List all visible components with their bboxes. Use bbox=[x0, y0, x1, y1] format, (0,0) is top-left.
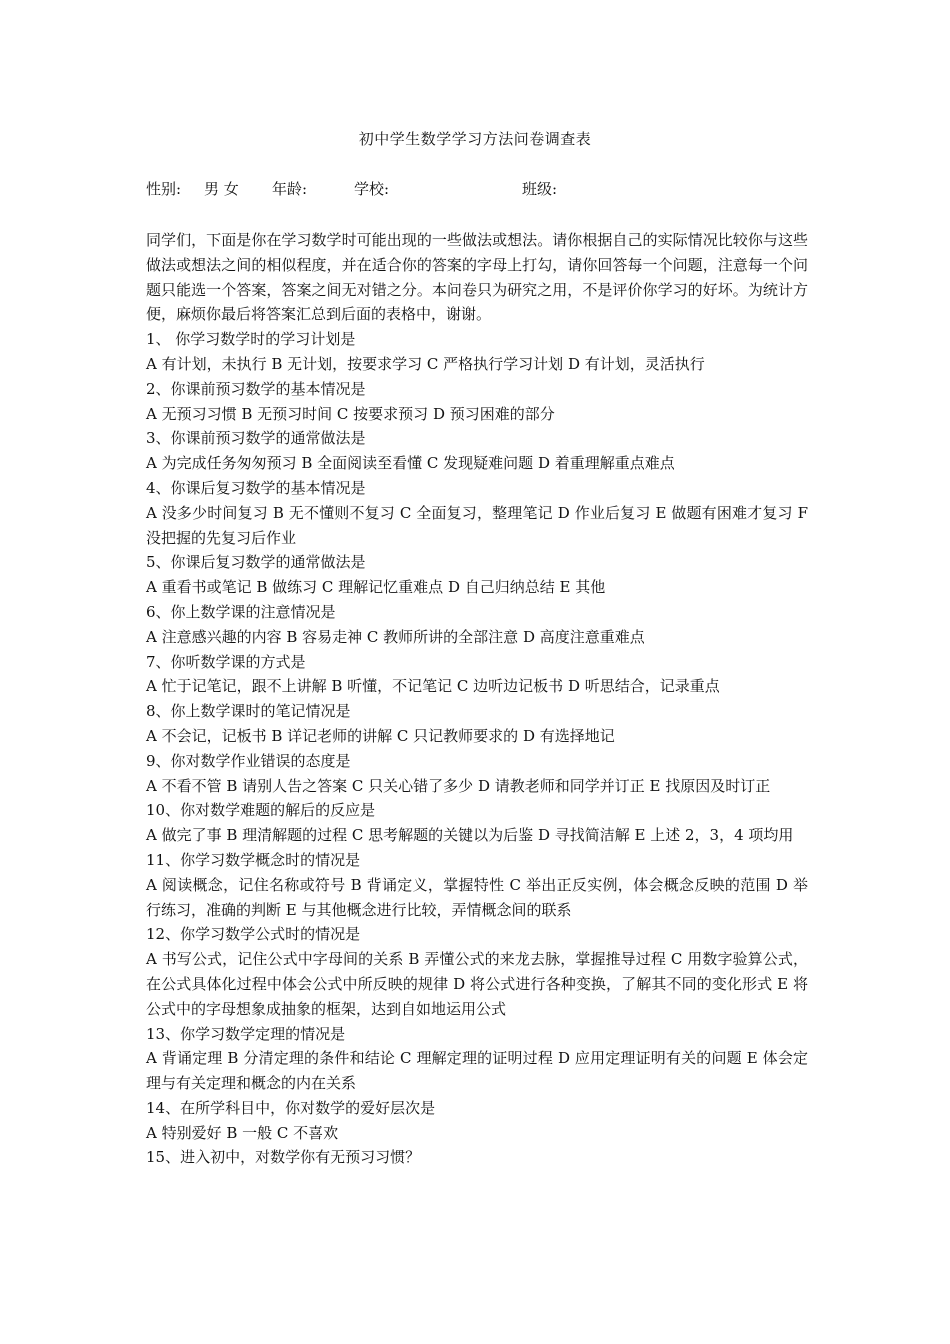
question-list bbox=[146, 327, 808, 1170]
question-options: A 不会记，记板书 B 详记老师的讲解 C 只记教师要求的 D 有选择地记 bbox=[146, 726, 615, 745]
question-text: 3、你课前预习数学的通常做法是 bbox=[146, 429, 366, 448]
question-text: 10、你对数学难题的解后的反应是 bbox=[146, 801, 376, 820]
question-text: 8、你上数学课时的笔记情况是 bbox=[146, 702, 351, 721]
question-text: 1、 你学习数学时的学习计划是 bbox=[146, 330, 356, 349]
question-options: A 重看书或笔记 B 做练习 C 理解记忆重难点 D 自己归纳总结 E 其他 bbox=[146, 578, 606, 597]
question-text: 2、你课前预习数学的基本情况是 bbox=[146, 379, 366, 398]
question-text: 11、你学习数学概念时的情况是 bbox=[146, 850, 361, 869]
question-options: A 特别爱好 B 一般 C 不喜欢 bbox=[146, 1123, 339, 1142]
question-options: A 书写公式，记住公式中字母间的关系 B 弄懂公式的来龙去脉，掌握推导过程 C 用数字验算公式，在公式具体化过程中体会公式中所反映的规律 D 将公式进行各种变换，了解其不同的变化形式 E 将公式中的字母想象成抽象的框架，达到自如地运用公式 bbox=[146, 950, 808, 1018]
intro-paragraph: 同学们，下面是你在学习数学时可能出现的一些做法或想法。请你根据自己的实际情况比较你与这些做法或想法之间的相似程度，并在适合你的答案的字母上打勾，请你回答每一个问题，注意每一个问题只能选一个答案，答案之间无对错之分。本问卷只为研究之用，不是评价你学习的好坏。为统计方便，麻烦你最后将答案汇总到后面的表格中，谢谢。 bbox=[146, 231, 808, 324]
gender-label: 性别: bbox=[146, 180, 182, 198]
student-info-line bbox=[146, 178, 846, 200]
question-text: 14、在所学科目中，你对数学的爱好层次是 bbox=[146, 1098, 436, 1117]
question-options: A 无预习习惯 B 无预习时间 C 按要求预习 D 预习困难的部分 bbox=[146, 404, 555, 423]
question-options: A 不看不管 B 请别人告之答案 C 只关心错了多少 D 请教老师和同学并订正 E 找原因及时订正 bbox=[146, 776, 771, 795]
question-options: A 没多少时间复习 B 无不懂则不复习 C 全面复习，整理笔记 D 作业后复习 E 做题有困难才复习 F 没把握的先复习后作业 bbox=[146, 503, 808, 547]
questionnaire-body bbox=[146, 228, 808, 1170]
question-options: A 注意感兴趣的内容 B 容易走神 C 教师所讲的全部注意 D 高度注意重难点 bbox=[146, 627, 645, 646]
page-title: 初中学生数学学习方法问卷调查表 bbox=[358, 130, 592, 148]
question-text: 7、你听数学课的方式是 bbox=[146, 652, 306, 671]
question-text: 4、你课后复习数学的基本情况是 bbox=[146, 478, 366, 497]
question-options: A 背诵定理 B 分清定理的条件和结论 C 理解定理的证明过程 D 应用定理证明有关的问题 E 体会定理与有关定理和概念的内在关系 bbox=[146, 1049, 808, 1093]
question-options: A 阅读概念，记住名称或符号 B 背诵定义，掌握特性 C 举出正反实例，体会概念反映的范围 D 举行练习，准确的判断 E 与其他概念进行比较，弄情概念间的联系 bbox=[146, 875, 808, 919]
question-options: A 为完成任务匆匆预习 B 全面阅读至看懂 C 发现疑难问题 D 着重理解重点难点 bbox=[146, 454, 675, 473]
question-text: 13、你学习数学定理的情况是 bbox=[146, 1024, 346, 1043]
question-options: A 忙于记笔记，跟不上讲解 B 听懂，不记笔记 C 边听边记板书 D 听思结合，记录重点 bbox=[146, 677, 720, 696]
question-text: 6、你上数学课的注意情况是 bbox=[146, 602, 336, 621]
question-text: 15、进入初中，对数学你有无预习习惯？ bbox=[146, 1148, 421, 1167]
gender-options: 男 女 bbox=[204, 180, 239, 198]
question-text: 9、你对数学作业错误的态度是 bbox=[146, 751, 351, 770]
question-text: 12、你学习数学公式时的情况是 bbox=[146, 925, 361, 944]
age-label: 年龄: bbox=[272, 180, 308, 198]
question-text: 5、你课后复习数学的通常做法是 bbox=[146, 553, 366, 572]
question-options: A 做完了事 B 理清解题的过程 C 思考解题的关键以为后鉴 D 寻找简洁解 E 上述 2，3，4 项均用 bbox=[146, 826, 794, 845]
school-label: 学校: bbox=[354, 180, 390, 198]
question-options: A 有计划，未执行 B 无计划，按要求学习 C 严格执行学习计划 D 有计划，灵活执行 bbox=[146, 354, 705, 373]
class-label: 班级: bbox=[522, 180, 558, 198]
